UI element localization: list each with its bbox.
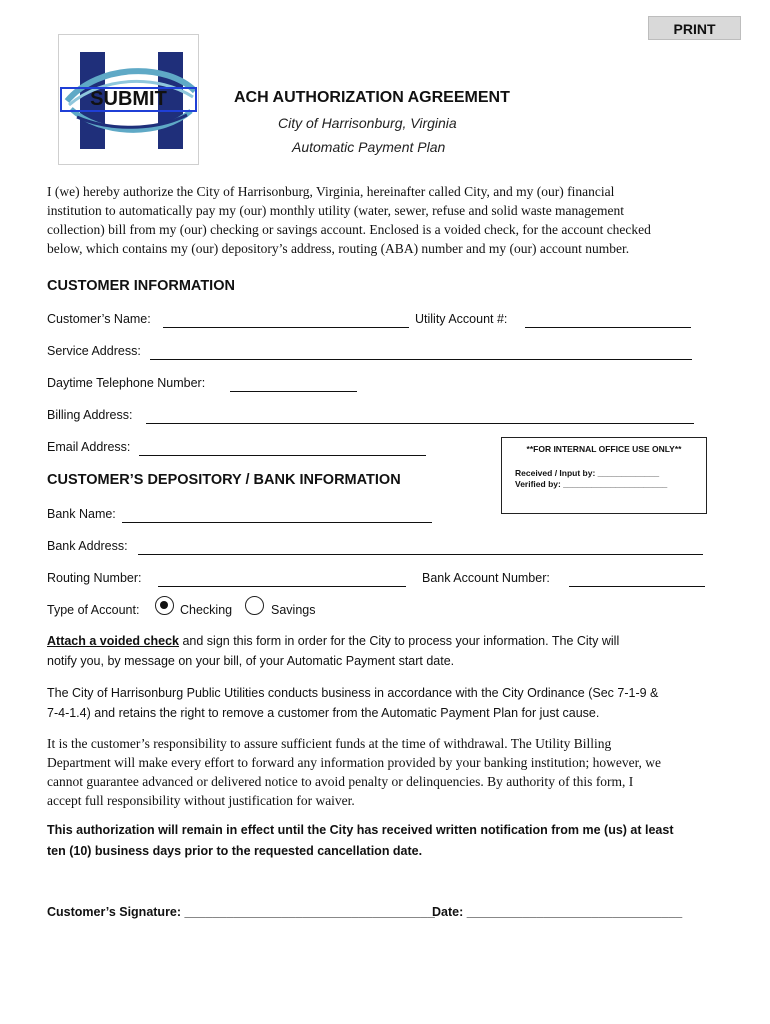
submit-button[interactable]: SUBMIT xyxy=(60,87,197,112)
billing-address-field[interactable] xyxy=(146,423,694,424)
authorization-paragraph: This authorization will remain in effect until the City has received written notification from me (us) at least ten (10) business days prior to the requested cancellation date. xyxy=(47,823,674,858)
utility-account-label: Utility Account #: xyxy=(415,312,508,326)
customer-name-field[interactable] xyxy=(163,327,409,328)
daytime-phone-field[interactable] xyxy=(230,391,357,392)
checking-radio[interactable] xyxy=(155,596,174,615)
office-box-title: **FOR INTERNAL OFFICE USE ONLY** xyxy=(526,444,682,454)
attach-check-paragraph: Attach a voided check and sign this form in order for the City to process your information. The City will notify you, by message on your bill, of your Automatic Payment start date. xyxy=(47,634,620,668)
email-address-label: Email Address: xyxy=(47,440,131,454)
utility-account-field[interactable] xyxy=(525,327,691,328)
bank-account-number-label: Bank Account Number: xyxy=(422,571,550,585)
print-button[interactable]: PRINT xyxy=(648,16,741,40)
account-type-label: Type of Account: xyxy=(47,603,140,617)
checking-label: Checking xyxy=(180,603,233,617)
billing-address-label: Billing Address: xyxy=(47,408,133,422)
responsibility-paragraph: It is the customer’s responsibility to assure sufficient funds at the time of withdrawal. The Utility Billing Department will make every effort to forward any information provided by your banking institution; however, we cannot guarantee advanced or delivered notice to avoid penalty or delinquencies. By authority of this form, I accept full responsibility without justification for waiver. xyxy=(47,736,662,808)
daytime-phone-label: Daytime Telephone Number: xyxy=(47,376,206,390)
customer-name-label: Customer’s Name: xyxy=(47,312,151,326)
savings-radio[interactable] xyxy=(245,596,264,615)
routing-number-label: Routing Number: xyxy=(47,571,142,585)
received-input-line: Received / Input by: _____________ xyxy=(515,468,660,478)
radio-selected-dot xyxy=(160,601,168,609)
bank-address-field[interactable] xyxy=(138,554,703,555)
ordinance-paragraph: The City of Harrisonburg Public Utilities conducts business in accordance with the City Ordinance (Sec 7-1-9 & 7-4-1.4) and retains the right to remove a customer from the Automatic Payment Plan for just cause. xyxy=(47,686,659,720)
internal-office-box xyxy=(501,437,707,514)
bank-account-number-field[interactable] xyxy=(569,586,705,587)
email-address-field[interactable] xyxy=(139,455,426,456)
intro-paragraph: I (we) hereby authorize the City of Harrisonburg, Virginia, hereinafter called City, and my (our) financial institution to automatically pay my (our) monthly utility (water, sewer, refuse and solid waste management collection) bill from my (our) checking or savings account. Enclosed is a voided check, for the account checked below, which contains my (our) depository’s address, routing (ABA) number and my (our) account number. xyxy=(47,184,651,256)
subtitle-plan: Automatic Payment Plan xyxy=(292,139,446,155)
savings-label: Savings xyxy=(271,603,316,617)
attach-check-emphasis: Attach a voided check xyxy=(47,634,179,648)
service-address-label: Service Address: xyxy=(47,344,141,358)
bank-name-label: Bank Name: xyxy=(47,507,116,521)
service-address-field[interactable] xyxy=(150,359,692,360)
subtitle-city: City of Harrisonburg, Virginia xyxy=(278,115,457,131)
bank-name-field[interactable] xyxy=(122,522,432,523)
verified-by-line: Verified by: ______________________ xyxy=(515,479,668,489)
date-line[interactable]: Date: _______________________________ xyxy=(432,905,683,919)
bank-info-heading: CUSTOMER’S DEPOSITORY / BANK INFORMATION xyxy=(47,472,401,488)
page-title: ACH AUTHORIZATION AGREEMENT xyxy=(234,89,510,106)
customer-signature-line[interactable]: Customer’s Signature: ____________________________________ xyxy=(47,905,435,919)
bank-address-label: Bank Address: xyxy=(47,539,128,553)
routing-number-field[interactable] xyxy=(158,586,406,587)
customer-info-heading: CUSTOMER INFORMATION xyxy=(47,278,235,294)
